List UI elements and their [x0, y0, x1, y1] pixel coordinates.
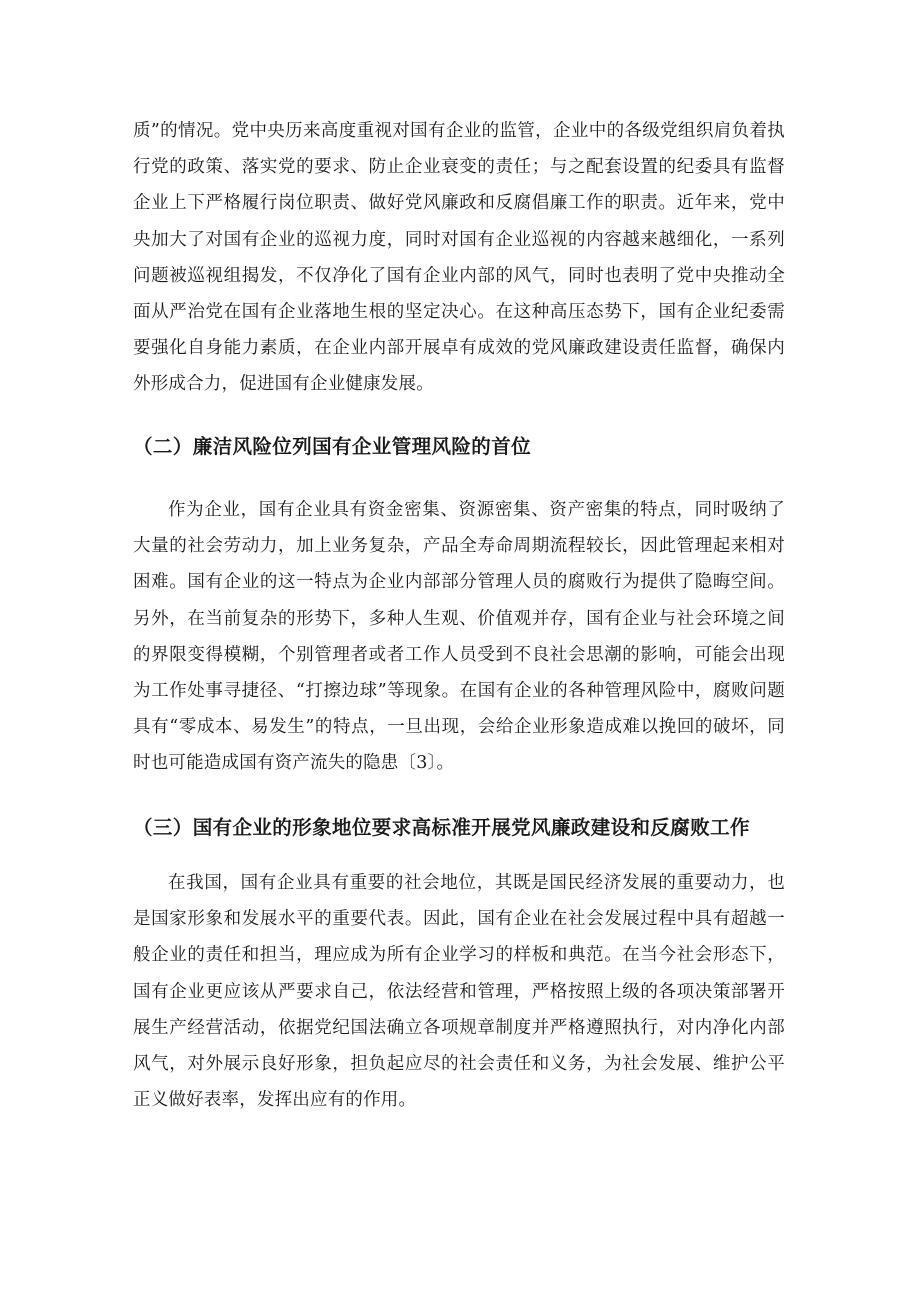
section-heading-2: （二）廉洁风险位列国有企业管理风险的首位 — [133, 435, 532, 458]
section-3-paragraph: 在我国，国有企业具有重要的社会地位，其既是国民经济发展的重要动力，也是国家形象和发展水平的重要代表。因此，国有企业在社会发展过程中具有超越一般企业的责任和担当，理应成为所有企业学习的样板和典范。在当今社会形态下，国有企业更应该从严要求自己，依法经营和管理，严格按照上级的各项决策部署开展生产经营活动，依据党纪国法确立各项规章制度并严格遵照执行，对内净化内部风气，对外展示良好形象，担负起应尽的社会责任和义务，为社会发展、维护公平正义做好表率，发挥出应有的作用。 — [133, 873, 785, 1111]
section-heading-3: （三）国有企业的形象地位要求高标准开展党风廉政建设和反腐败工作 — [133, 816, 750, 839]
body-paragraph-continued: 质”的情况。党中央历来高度重视对国有企业的监管，企业中的各级党组织肩负着执行党的政策、落实党的要求、防止企业衰变的责任；与之配套设置的纪委具有监督企业上下严格履行岗位职责、做好党风廉政和反腐倡廉工作的职责。近年来，党中央加大了对国有企业的巡视力度，同时对国有企业巡视的内容越来越细化，一系列问题被巡视组揭发，不仅净化了国有企业内部的风气，同时也表明了党中央推动全面从严治党在国有企业落地生根的坚定决心。在这种高压态势下，国有企业纪委需要强化自身能力素质，在企业内部开展卓有成效的党风廉政建设责任监督，确保内外形成合力，促进国有企业健康发展。 — [133, 121, 785, 395]
section-2-paragraph: 作为企业，国有企业具有资金密集、资源密集、资产密集的特点，同时吸纳了大量的社会劳动力，加上业务复杂，产品全寿命周期流程较长，因此管理起来相对困难。国有企业的这一特点为企业内部部分管理人员的腐败行为提供了隐晦空间。另外，在当前复杂的形势下，多种人生观、价值观并存，国有企业与社会环境之间的界限变得模糊，个别管理者或者工作人员受到不良社会思潮的影响，可能会出现为工作处事寻捷径、“打擦边球”等现象。在国有企业的各种管理风险中，腐败问题具有“零成本、易发生”的特点，一旦出现，会给企业形象造成难以挽回的破坏，同时也可能造成国有资产流失的隐患〔3〕。 — [133, 500, 785, 774]
